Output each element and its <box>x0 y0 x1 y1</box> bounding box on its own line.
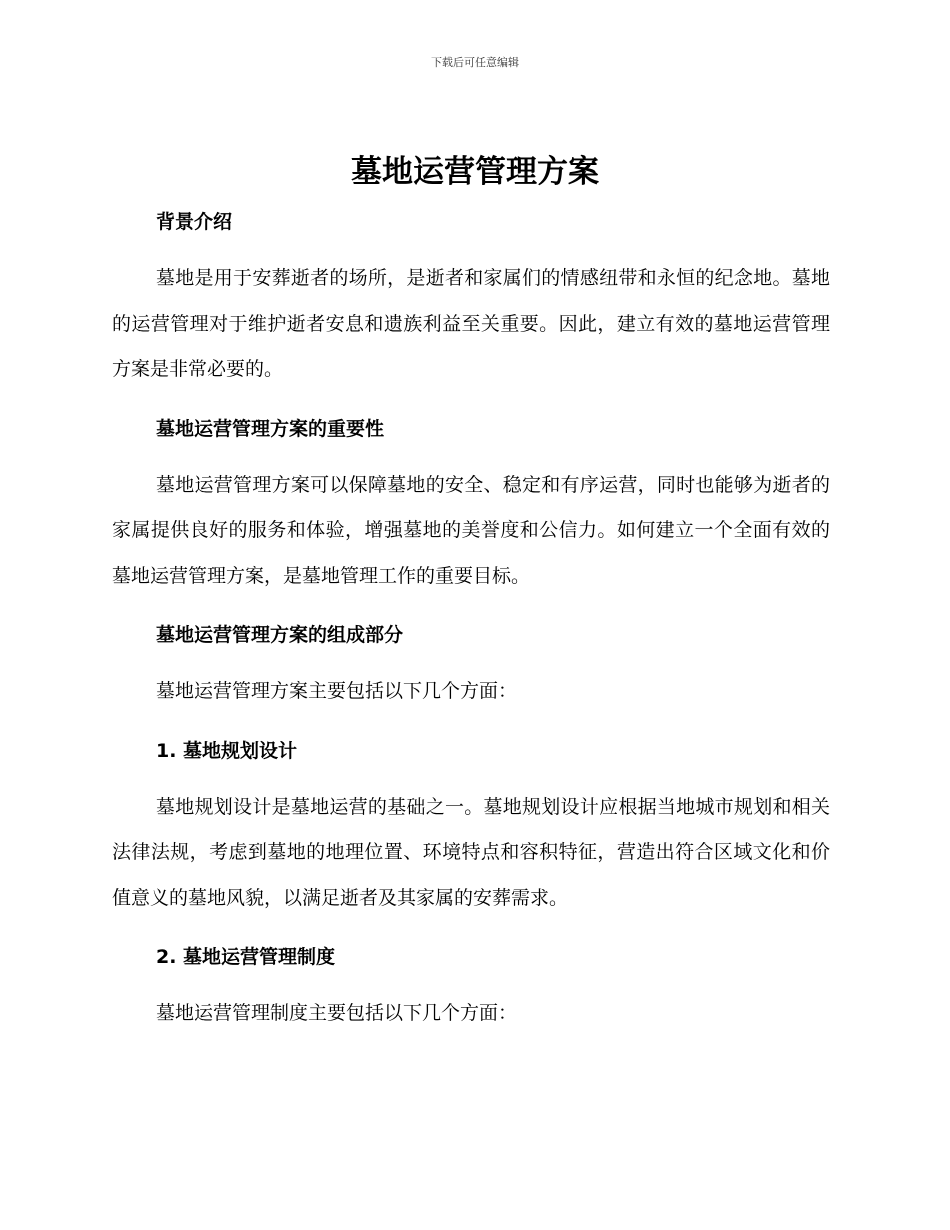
section-heading-planning: 1. 墓地规划设计 <box>156 739 298 762</box>
section-paragraph-components: 墓地运营管理方案主要包括以下几个方面： <box>156 680 518 702</box>
section-paragraph-management-system: 墓地运营管理制度主要包括以下几个方面： <box>156 1002 518 1024</box>
section-paragraph-importance: 墓地运营管理方案可以保障墓地的安全、稳定和有序运营，同时也能够为逝者的家属提供良好的服务和体验，增强墓地的美誉度和公信力。如何建立一个全面有效的墓地运营管理方案，是墓地管理工作的重要目标。 <box>112 473 830 587</box>
section-heading-importance: 墓地运营管理方案的重要性 <box>156 417 385 440</box>
section-heading-management-system: 2. 墓地运营管理制度 <box>156 946 336 968</box>
section-paragraph-background: 墓地是用于安葬逝者的场所，是逝者和家属们的情感纽带和永恒的纪念地。墓地的运营管理对于维护逝者安息和遗族利益至关重要。因此，建立有效的墓地运营管理方案是非常必要的。 <box>112 267 830 380</box>
section-heading-background: 背景介绍 <box>156 211 233 233</box>
section-heading-components: 墓地运营管理方案的组成部分 <box>156 624 404 646</box>
page-header: 下载后可任意编辑 <box>431 56 519 69</box>
section-paragraph-planning: 墓地规划设计是墓地运营的基础之一。墓地规划设计应根据当地城市规划和相关法律法规，考虑到墓地的地理位置、环境特点和容积特征，营造出符合区域文化和价值意义的墓地风貌，以满足逝者及其家属的安葬需求。 <box>112 795 830 909</box>
document-title: 墓地运营管理方案 <box>351 154 599 190</box>
document-body <box>112 202 830 1037</box>
